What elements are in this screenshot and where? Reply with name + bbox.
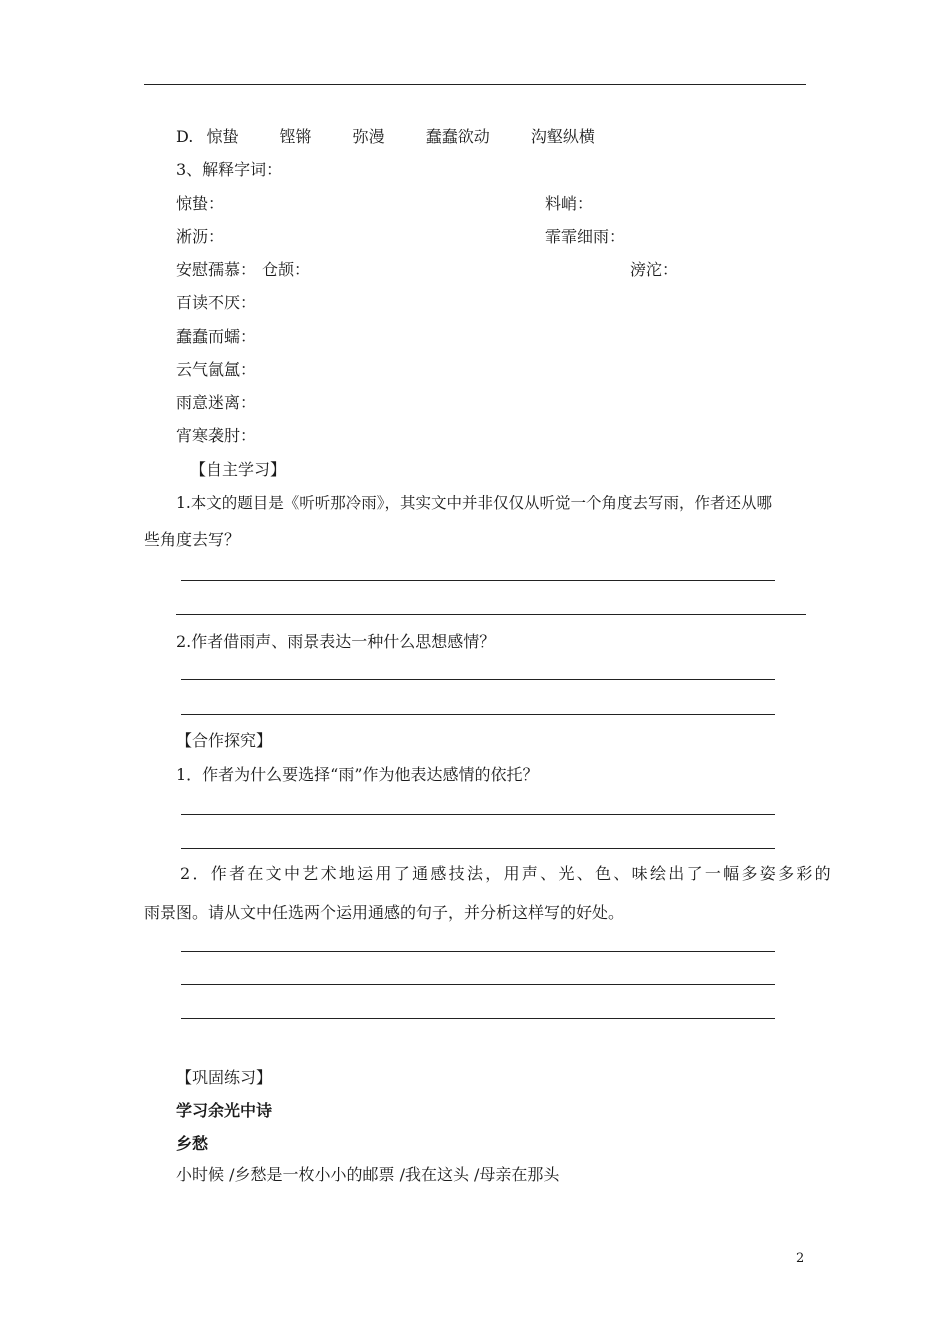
- term-label: 淅沥：: [176, 227, 225, 246]
- option-word: 铿锵: [279, 127, 312, 146]
- term-label: 百读不厌：: [176, 293, 257, 312]
- term-label: 料峭：: [545, 194, 594, 213]
- answer-line: [181, 848, 775, 849]
- header-rule: [144, 84, 806, 85]
- page-number: 2: [796, 1251, 805, 1266]
- term-label: 仓颉：: [262, 260, 311, 279]
- option-word: 惊蛰: [206, 127, 239, 146]
- answer-line: [181, 984, 775, 985]
- self-study-question-1-cont: 些角度去写？: [144, 530, 241, 549]
- term-label: 宵寒袭肘：: [176, 426, 257, 445]
- answer-line: [181, 580, 775, 581]
- option-word: 蠢蠢欲动: [425, 127, 490, 146]
- answer-line: [176, 614, 806, 615]
- answer-line: [181, 714, 775, 715]
- term-label: 安慰孺慕：: [176, 260, 257, 279]
- term-label: 蠢蠢而蠕：: [176, 327, 257, 346]
- term-label: 霏霏细雨：: [545, 227, 626, 246]
- self-study-question-2: 2.作者借雨声、雨景表达一种什么思想感情？: [176, 632, 496, 651]
- self-study-question-1: 1.本文的题目是《听听那冷雨》，其实文中并非仅仅从听觉一个角度去写雨，作者还从哪: [176, 494, 773, 512]
- consolidation-heading: 【巩固练习】: [176, 1068, 273, 1087]
- self-study-heading: 【自主学习】: [190, 460, 287, 479]
- section3-heading: 3、解释字词：: [176, 160, 283, 179]
- cooperation-question-2: 2．作者在文中艺术地运用了通感技法，用声、光、色、味绘出了一幅多姿多彩的: [180, 864, 833, 883]
- poem-line: 小时候 /乡愁是一枚小小的邮票 /我在这头 /母亲在那头: [176, 1165, 560, 1184]
- term-label: 滂沱：: [630, 260, 679, 279]
- answer-line: [181, 814, 775, 815]
- consolidation-subtitle: 学习余光中诗: [176, 1101, 273, 1120]
- cooperation-heading: 【合作探究】: [176, 731, 273, 750]
- cooperation-question-2-cont: 雨景图。请从文中任选两个运用通感的句子，并分析这样写的好处。: [144, 903, 625, 922]
- option-word: 沟壑纵横: [530, 127, 595, 146]
- options-d-row: [176, 127, 631, 147]
- options-d-prefix: D.: [176, 127, 194, 146]
- option-word: 弥漫: [352, 127, 385, 146]
- term-label: 惊蛰：: [176, 194, 225, 213]
- poem-title: 乡愁: [176, 1134, 209, 1153]
- term-label: 雨意迷离：: [176, 393, 257, 412]
- term-label: 云气氤氲：: [176, 360, 257, 379]
- answer-line: [181, 951, 775, 952]
- cooperation-question-1: 1．作者为什么要选择“雨”作为他表达感情的依托？: [176, 765, 539, 784]
- answer-line: [181, 1018, 775, 1019]
- answer-line: [181, 679, 775, 680]
